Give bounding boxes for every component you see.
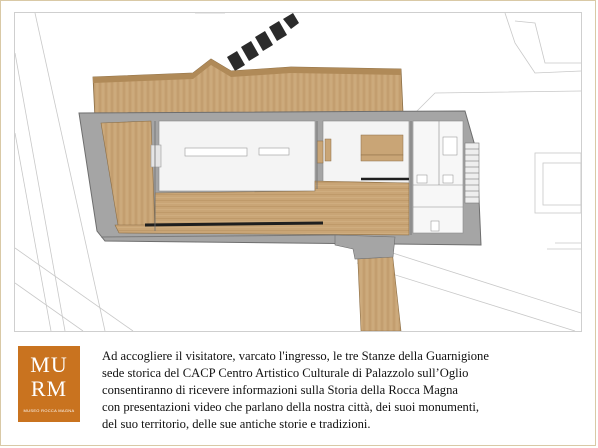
murm-logo [18, 346, 80, 422]
caption-line: sede storica del CACP Centro Artistico Culturale di Palazzolo sull’Oglio [102, 366, 469, 380]
stairs [465, 143, 479, 203]
logo-text-line1: MU [30, 352, 68, 377]
caption-text [102, 348, 582, 433]
caption-line: del suo territorio, delle sue antiche storie e tradizioni. [102, 417, 371, 431]
logo-text-line2: RM [30, 376, 68, 401]
floor-plan-image [14, 12, 582, 332]
logo-tagline: MUSEO ROCCA MAGNA [23, 408, 75, 413]
caption-line: consentiranno di ricevere informazioni sulla Storia della Rocca Magna [102, 383, 458, 397]
floor-plan-drawing [15, 13, 581, 331]
roof-wood-band [93, 59, 403, 119]
caption-line: Ad accogliere il visitatore, varcato l'ingresso, le tre Stanze della Guarnigione [102, 349, 489, 363]
crosswalk-stripes [227, 13, 299, 71]
caption-line: con presentazioni video che parlano della nostra città, dei suoi monumenti, [102, 400, 479, 414]
